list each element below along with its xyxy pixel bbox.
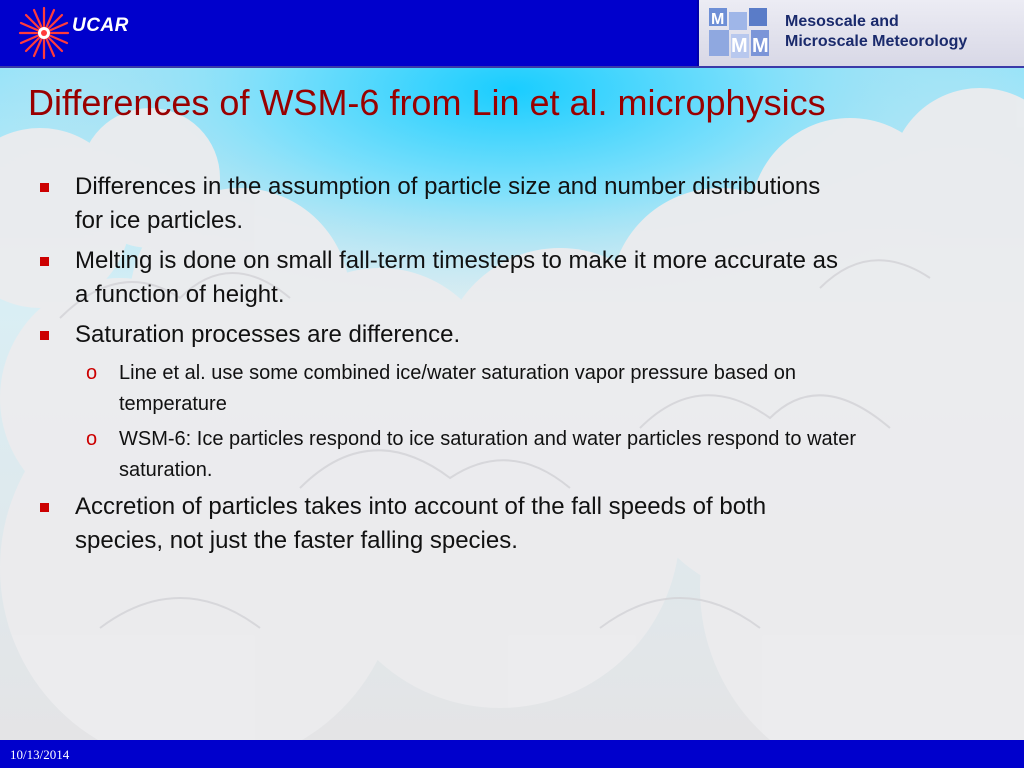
square-bullet-icon — [40, 183, 49, 192]
bullet-item — [0, 318, 845, 352]
circle-bullet-icon: o — [86, 362, 98, 384]
footer-date: 10/13/2014 — [10, 747, 70, 762]
svg-text:M: M — [711, 11, 725, 28]
footer-bar — [0, 740, 1024, 768]
square-bullet-icon — [40, 331, 49, 340]
ucar-logo — [18, 6, 148, 60]
bullet-text: Differences in the assumption of particle size and number distributions for ice particles. — [75, 173, 821, 234]
ucar-logo-text: UCAR — [72, 15, 129, 36]
sub-bullet-text: WSM-6: Ice particles respond to ice saturation and water particles respond to water saturation. — [119, 428, 857, 481]
header-bar — [0, 0, 1024, 66]
bullet-list — [0, 170, 900, 564]
mmm-title-line1: Mesoscale and — [785, 13, 899, 30]
square-bullet-icon — [40, 503, 49, 512]
bullet-text: Accretion of particles takes into account of the fall speeds of both species, not just the faster falling species. — [75, 493, 767, 554]
square-bullet-icon — [40, 257, 49, 266]
star-icon — [18, 6, 70, 60]
mmm-branding — [697, 0, 1024, 66]
sub-bullet-item — [0, 358, 879, 420]
circle-bullet-icon: o — [86, 428, 98, 450]
sub-bullet-text: Line et al. use some combined ice/water saturation vapor pressure based on temperature — [119, 362, 797, 415]
bullet-text: Saturation processes are difference. — [75, 321, 461, 348]
bullet-text: Melting is done on small fall-term timesteps to make it more accurate as a function of height. — [75, 247, 838, 308]
bullet-item — [0, 170, 845, 238]
bullet-item — [0, 244, 845, 312]
svg-text:M: M — [731, 35, 748, 57]
mmm-logo-icon — [707, 4, 771, 62]
mmm-title-line2: Microscale Meteorology — [785, 33, 968, 50]
svg-text:M: M — [752, 35, 769, 57]
mmm-title — [785, 12, 967, 52]
slide-title: Differences of WSM-6 from Lin et al. microphysics — [28, 82, 826, 123]
sub-bullet-item — [0, 424, 879, 486]
bullet-item — [0, 490, 845, 558]
